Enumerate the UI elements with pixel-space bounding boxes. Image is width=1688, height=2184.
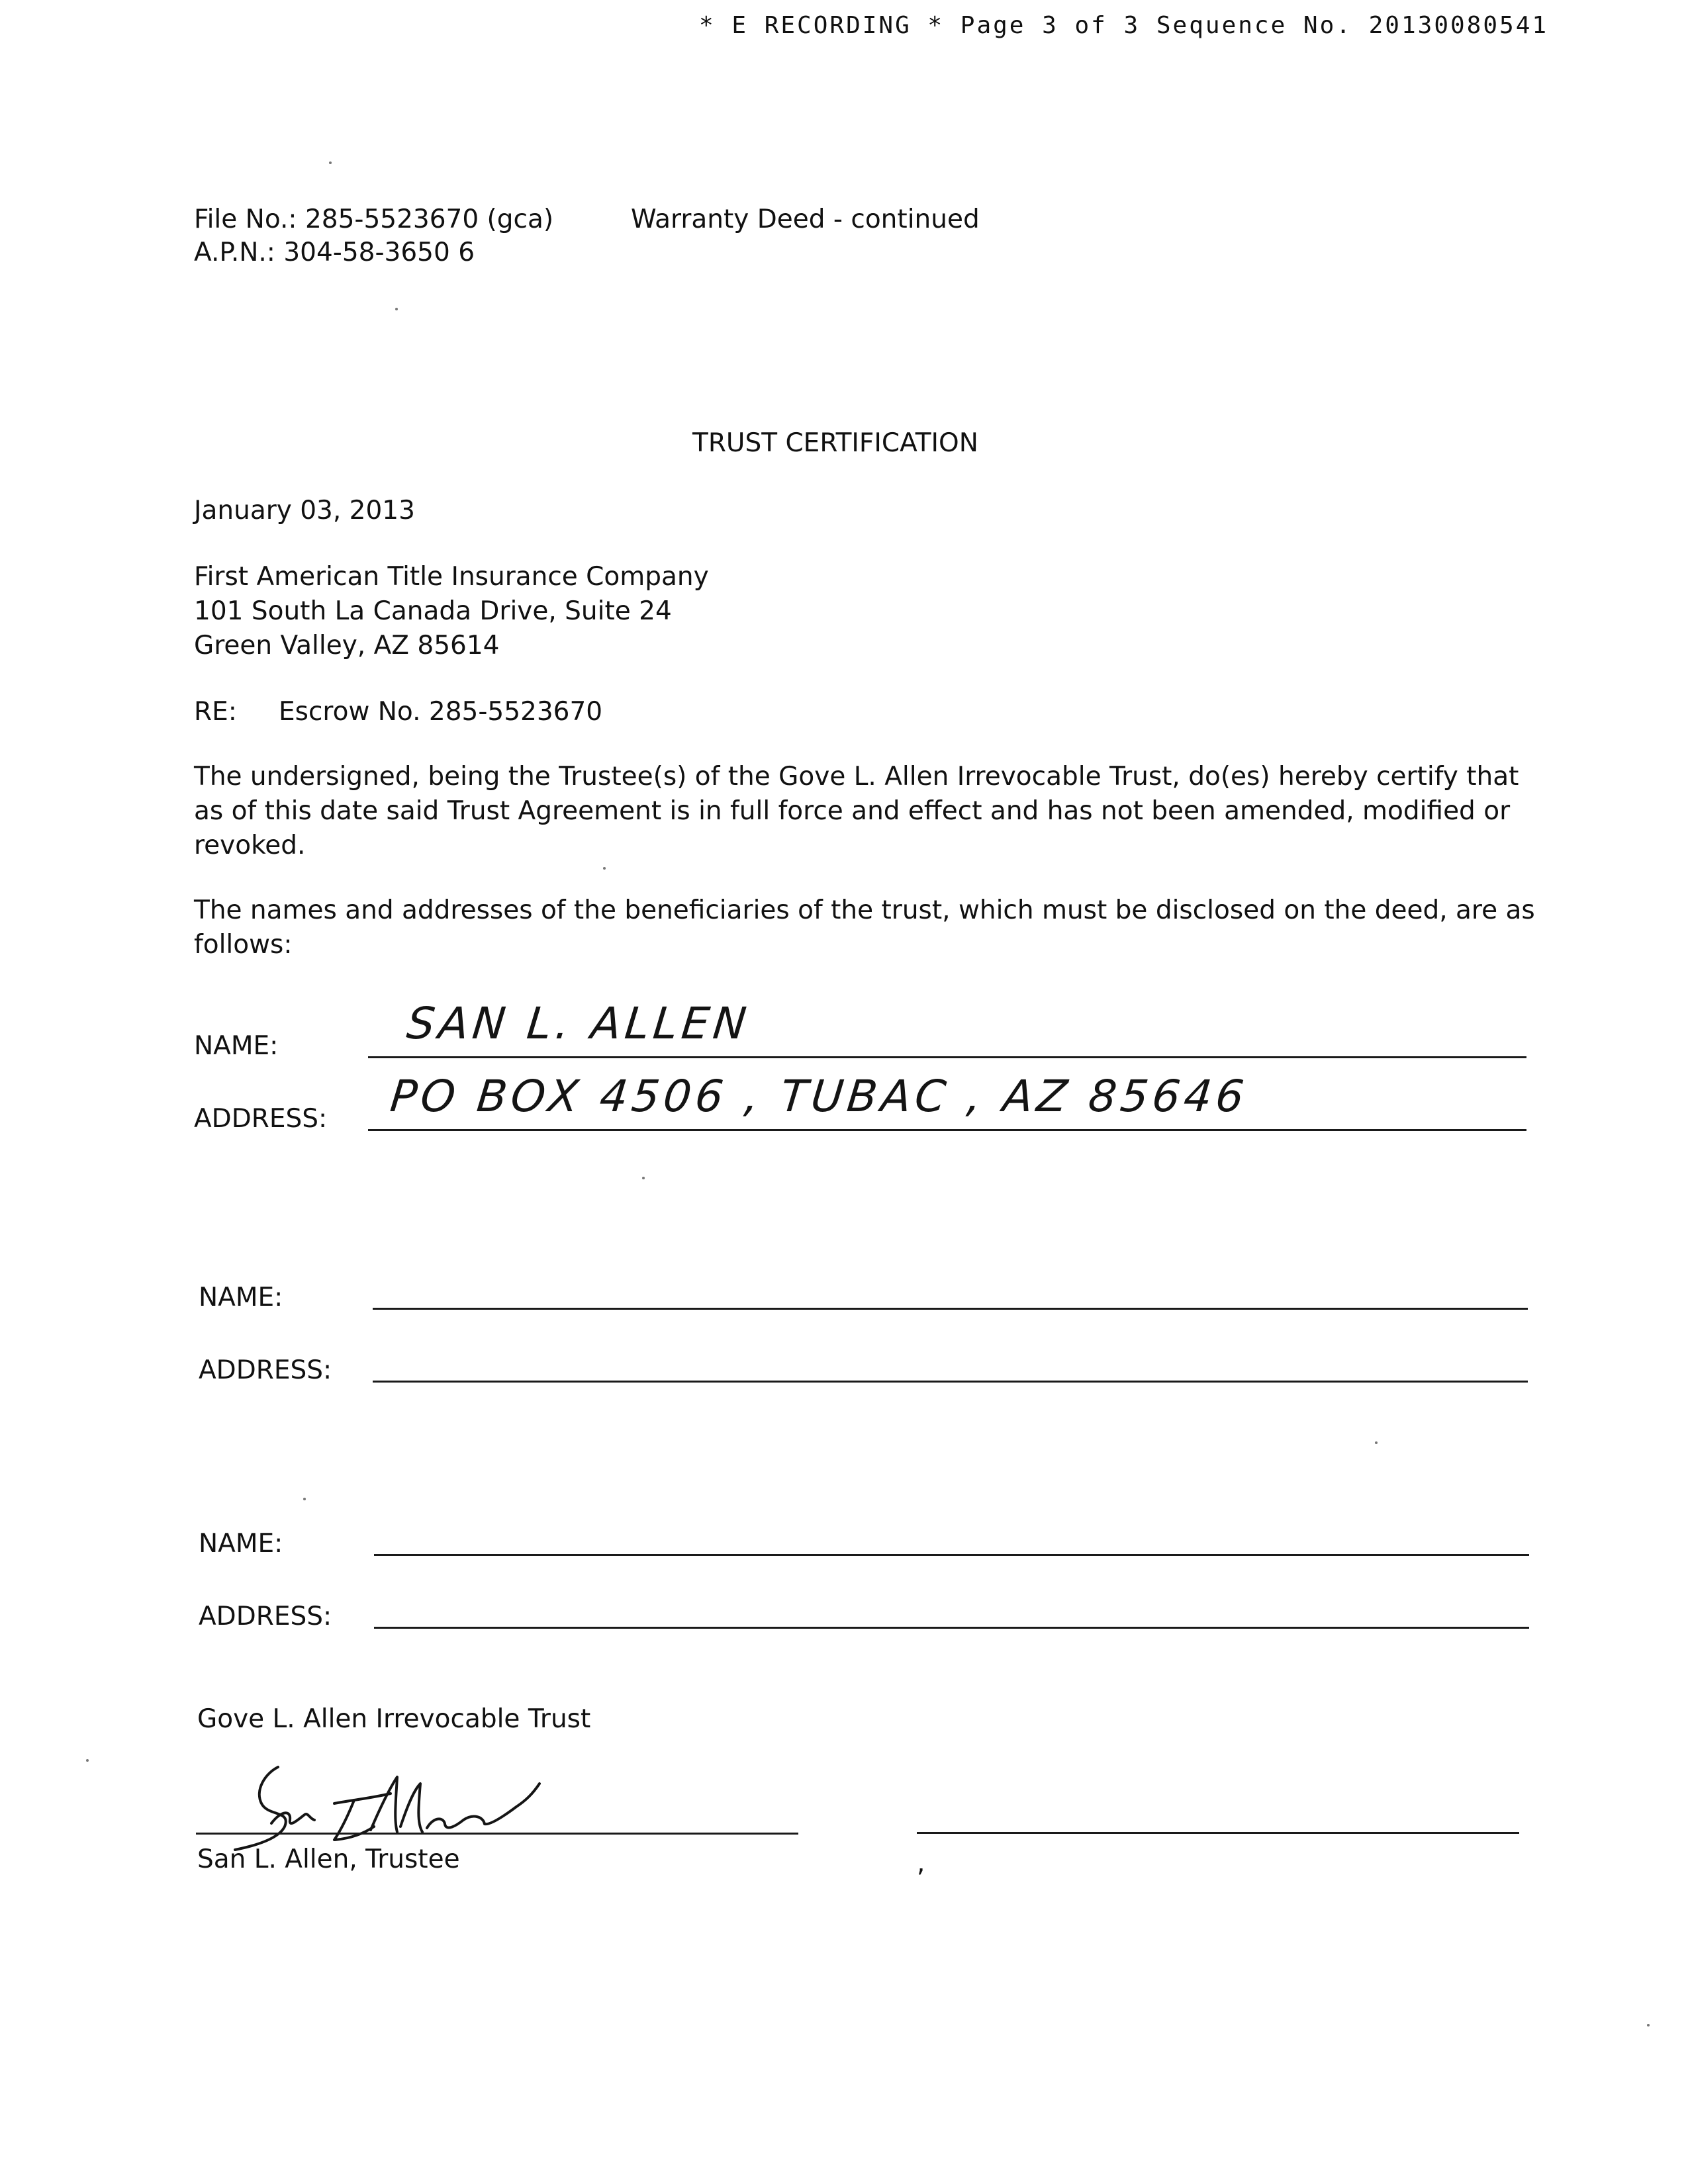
beneficiary-1-name-label: NAME: xyxy=(194,1031,279,1061)
re-escrow-number: Escrow No. 285-5523670 xyxy=(279,697,603,727)
addressee-block xyxy=(194,560,709,663)
scan-speck xyxy=(395,308,398,310)
beneficiary-2-name-line xyxy=(373,1308,1528,1310)
document-title: Warranty Deed - continued xyxy=(631,205,980,234)
scan-speck xyxy=(303,1498,306,1500)
trust-name: Gove L. Allen Irrevocable Trust xyxy=(197,1704,591,1734)
addressee-company: First American Title Insurance Company xyxy=(194,562,709,592)
beneficiary-3-address-line xyxy=(374,1627,1529,1629)
certification-title: TRUST CERTIFICATION xyxy=(692,428,978,458)
scan-speck xyxy=(1647,2024,1650,2026)
beneficiary-1-address-value: PO BOX 4506 , TUBAC , AZ 85646 xyxy=(387,1071,1250,1122)
apn-number: A.P.N.: 304-58-3650 6 xyxy=(194,238,475,267)
file-number: File No.: 285-5523670 (gca) xyxy=(194,205,554,234)
beneficiary-1-address-label: ADDRESS: xyxy=(194,1104,328,1134)
scan-speck xyxy=(86,1759,89,1762)
second-signature-line xyxy=(917,1832,1519,1834)
beneficiary-2-address-label: ADDRESS: xyxy=(199,1355,332,1385)
scan-speck xyxy=(603,867,606,870)
beneficiary-2-name-label: NAME: xyxy=(199,1283,283,1312)
second-signature-mark: , xyxy=(917,1848,925,1878)
certification-date: January 03, 2013 xyxy=(194,496,415,525)
recording-header: * E RECORDING * Page 3 of 3 Sequence No. 20130080541 xyxy=(699,12,1549,39)
beneficiaries-intro-paragraph: The names and addresses of the beneficiaries of the trust, which must be disclosed on the deed, are as follows: xyxy=(194,895,1535,960)
addressee-city: Green Valley, AZ 85614 xyxy=(194,631,500,660)
beneficiary-1-name-value: SAN L. ALLEN xyxy=(404,998,753,1049)
re-label: RE: xyxy=(194,697,237,727)
beneficiary-3-name-label: NAME: xyxy=(199,1529,283,1559)
scan-speck xyxy=(642,1177,645,1179)
beneficiary-1-address-line xyxy=(368,1129,1526,1131)
certification-paragraph: The undersigned, being the Trustee(s) of the Gove L. Allen Irrevocable Trust, do(es) hereby certify that as of this date said Trust Agreement is in full force and effect and has not been amended, modified or revoked. xyxy=(194,762,1519,860)
scan-speck xyxy=(329,161,332,164)
beneficiary-3-address-label: ADDRESS: xyxy=(199,1602,332,1631)
beneficiary-1-name-line xyxy=(368,1056,1526,1058)
trustee-signature-line xyxy=(196,1833,798,1835)
scan-speck xyxy=(1375,1441,1378,1444)
trustee-name: San L. Allen, Trustee xyxy=(197,1844,460,1874)
beneficiary-2-address-line xyxy=(373,1381,1528,1383)
addressee-street: 101 South La Canada Drive, Suite 24 xyxy=(194,596,672,626)
beneficiary-3-name-line xyxy=(374,1554,1529,1556)
